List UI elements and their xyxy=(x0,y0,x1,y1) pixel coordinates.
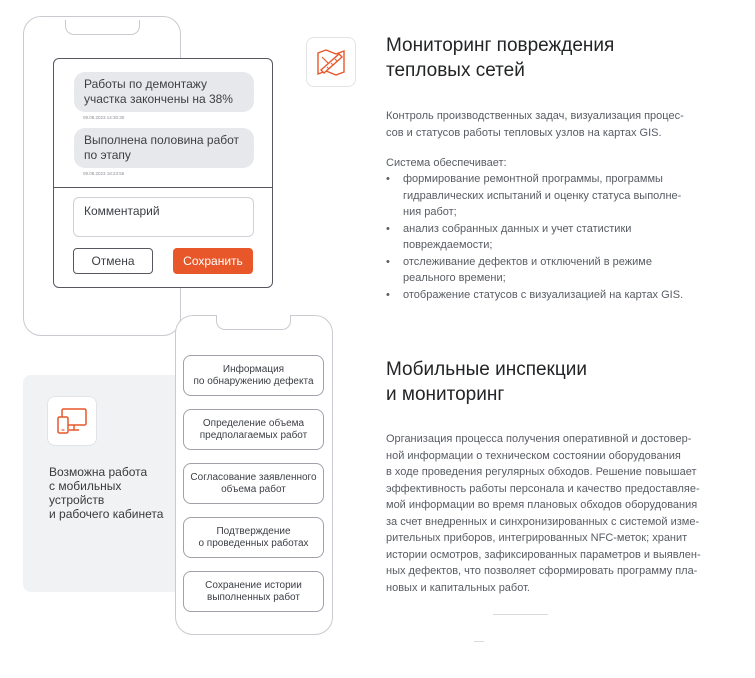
cancel-button[interactable]: Отмена xyxy=(73,248,153,274)
card-divider xyxy=(54,187,272,188)
step-work-volume[interactable] xyxy=(183,409,324,450)
mobile-text-line: Возможна работа xyxy=(49,465,148,479)
title-line: Мониторинг повреждения xyxy=(386,35,615,56)
body-line: эффективность работы персонала и качество предоставляе- xyxy=(386,482,700,495)
body-line: ной информации о техническом состоянии оборудования xyxy=(386,449,681,462)
phone-notch-top xyxy=(65,20,140,35)
bullet-item xyxy=(386,287,731,304)
body-line: рительных приборов, интегрированных NFC-меток; хранит xyxy=(386,532,688,544)
step-confirmation[interactable] xyxy=(183,517,324,558)
step-history[interactable] xyxy=(183,571,324,612)
step-label: Информация xyxy=(222,363,285,375)
section1-intro xyxy=(386,108,731,141)
step-label: предполагаемых работ xyxy=(199,429,308,441)
message-text: Выполнена половина работ xyxy=(84,133,240,147)
bullet-item xyxy=(386,254,731,287)
section1-list-heading: Система обеспечивает: xyxy=(386,157,507,169)
bullet-line: • отображение статусов с визуализацией на картах GIS. xyxy=(403,288,684,301)
message-text: участка закончены на 38% xyxy=(84,92,233,106)
message-timestamp: 09.08.2023 14:30:30 xyxy=(83,115,125,120)
map-ruler-icon xyxy=(307,38,355,86)
body-line: Организация процесса получения оперативной и достовер- xyxy=(386,433,692,445)
step-label: Сохранение истории xyxy=(205,579,302,591)
mobile-text-line: с мобильных xyxy=(49,479,122,493)
step-defect-info[interactable] xyxy=(183,355,324,396)
bullet-line: реального времени; xyxy=(403,272,506,284)
comment-placeholder: Комментарий xyxy=(84,204,160,218)
title-line: тепловых сетей xyxy=(386,60,525,81)
body-line: в ходе проведения регулярных обходов. Решение повышает xyxy=(386,466,697,478)
decorative-divider xyxy=(493,614,548,615)
mobile-text-line: устройств xyxy=(49,493,105,507)
message-timestamp: 09.08.2023 18:23:56 xyxy=(83,171,125,176)
step-label: по обнаружению дефекта xyxy=(193,375,314,387)
step-label: Согласование заявленного xyxy=(190,471,317,483)
title-line: Мобильные инспекции xyxy=(386,359,587,380)
message-bubble xyxy=(74,128,254,168)
step-label: Определение объема xyxy=(202,417,305,429)
save-button[interactable]: Сохранить xyxy=(173,248,253,274)
comment-input[interactable] xyxy=(73,197,254,237)
step-label: выполненных работ xyxy=(207,591,300,603)
phone-notch-bottom xyxy=(216,315,291,330)
step-label: Подтверждение xyxy=(216,525,291,537)
bullet-line: повреждаемости; xyxy=(403,239,493,251)
body-line: ных дефектов, что позволяет сформировать программу пла- xyxy=(386,565,698,577)
section1-title xyxy=(386,33,726,83)
intro-line: Контроль производственных задач, визуализация процес- xyxy=(386,110,684,122)
message-text: Работы по демонтажу xyxy=(84,77,207,91)
body-line: мой информации во время плановых обходов оборудования xyxy=(386,499,698,511)
step-approval[interactable] xyxy=(183,463,324,504)
intro-line: сов и статусов работы тепловых узлов на картах GIS. xyxy=(386,126,662,139)
section2-title xyxy=(386,357,726,407)
body-line: новых и капитальных работ. xyxy=(386,581,530,594)
mobile-text-line: и рабочего кабинета xyxy=(49,507,164,521)
body-line: за счет внедренных и синхронизированных с системой изме- xyxy=(386,515,700,528)
bullet-line: ния работ; xyxy=(403,206,457,218)
bullet-line: • формирование ремонтной программы, программы xyxy=(403,173,663,185)
report-card xyxy=(53,58,273,288)
message-bubble xyxy=(74,72,254,112)
monitor-phone-icon xyxy=(48,397,96,445)
bullet-item xyxy=(386,171,731,221)
section1-bullet-list xyxy=(386,171,731,303)
bullet-line: • отслеживание дефектов и отключений в режиме xyxy=(403,255,652,268)
bullet-line: гидравлических испытаний и оценку статуса выполне- xyxy=(403,189,682,202)
bullet-line: • анализ собранных данных и учет статистики xyxy=(403,222,632,235)
title-line: и мониторинг xyxy=(386,384,505,405)
message-text: по этапу xyxy=(84,148,131,162)
step-label: объема работ xyxy=(221,483,286,495)
mobile-work-text xyxy=(49,465,179,521)
bullet-item xyxy=(386,221,731,254)
body-line: истории осмотров, зафиксированных параметров и выявлен- xyxy=(386,548,701,561)
step-label: о проведенных работах xyxy=(198,537,309,549)
section2-body xyxy=(386,431,731,596)
decorative-divider xyxy=(474,641,484,642)
